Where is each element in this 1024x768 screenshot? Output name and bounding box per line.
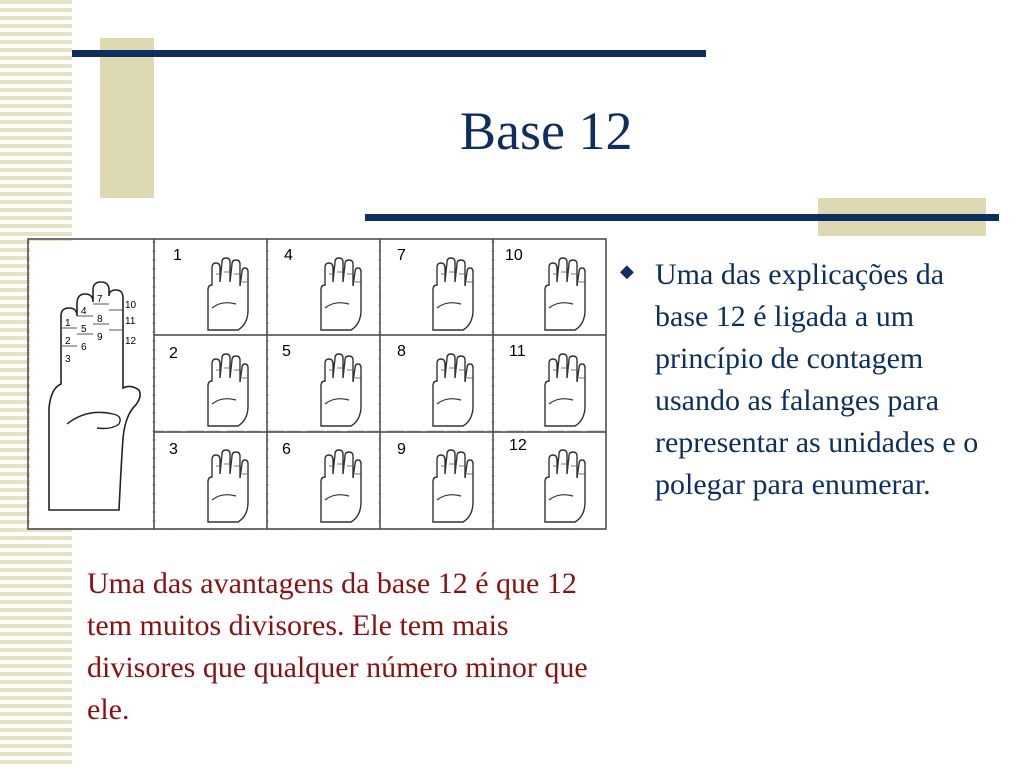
big-hand-label: 8 [97,314,103,325]
big-hand-drawing [30,241,152,527]
cell-number: 5 [282,343,291,360]
finger-counting-figure [27,238,607,530]
bullet-text: Uma das explicações da base 12 é ligada a um princípio de contagem usando as falanges para representar as unidades e o polegar para enumerar. [655,258,979,501]
big-hand-label: 12 [125,336,137,347]
top-navy-rule [72,50,706,57]
cell-number: 9 [397,441,406,458]
big-hand-label: 1 [65,318,71,329]
hand-cell [269,241,378,333]
cell-number: 3 [169,441,178,458]
top-khaki-block [100,38,154,198]
big-hand-label: 11 [125,316,136,327]
cell-number: 10 [505,247,523,264]
big-hand-label: 3 [65,354,71,365]
hand-cell [495,337,604,430]
slide-title: Base 12 [460,101,633,161]
cell-number: 4 [284,247,293,264]
cell-number: 11 [509,343,526,360]
hand-cell [382,434,491,527]
cell-number: 8 [397,343,406,360]
big-hand-label: 10 [125,300,137,311]
hand-cell [156,434,265,527]
big-hand-label: 2 [65,336,71,347]
cell-number: 6 [282,441,291,458]
hand-cell [495,241,604,333]
big-hand-label: 5 [81,324,87,335]
diamond-bullet-icon: ◆ [620,261,634,281]
hand-cell [382,337,491,430]
hand-cell [156,241,265,333]
bottom-navy-rule [365,214,999,221]
cell-number: 12 [509,437,527,454]
hand-cell [269,337,378,430]
cell-number: 2 [169,345,178,362]
cell-number: 7 [397,247,406,264]
big-hand-label: 7 [97,294,103,305]
hand-cell [269,434,378,527]
hand-cell [495,434,604,527]
big-hand-label: 9 [97,332,103,343]
big-hand-label: 4 [81,306,87,317]
cell-number: 1 [173,247,182,264]
big-hand-label: 6 [81,342,87,353]
note-text: Uma das avantagens da base 12 é que 12 tem muitos divisores. Ele tem mais divisores que qualquer número minor que ele. [87,567,588,726]
hand-cell [382,241,491,333]
finger-counting-illustration [27,238,607,530]
hand-cell [156,337,265,430]
